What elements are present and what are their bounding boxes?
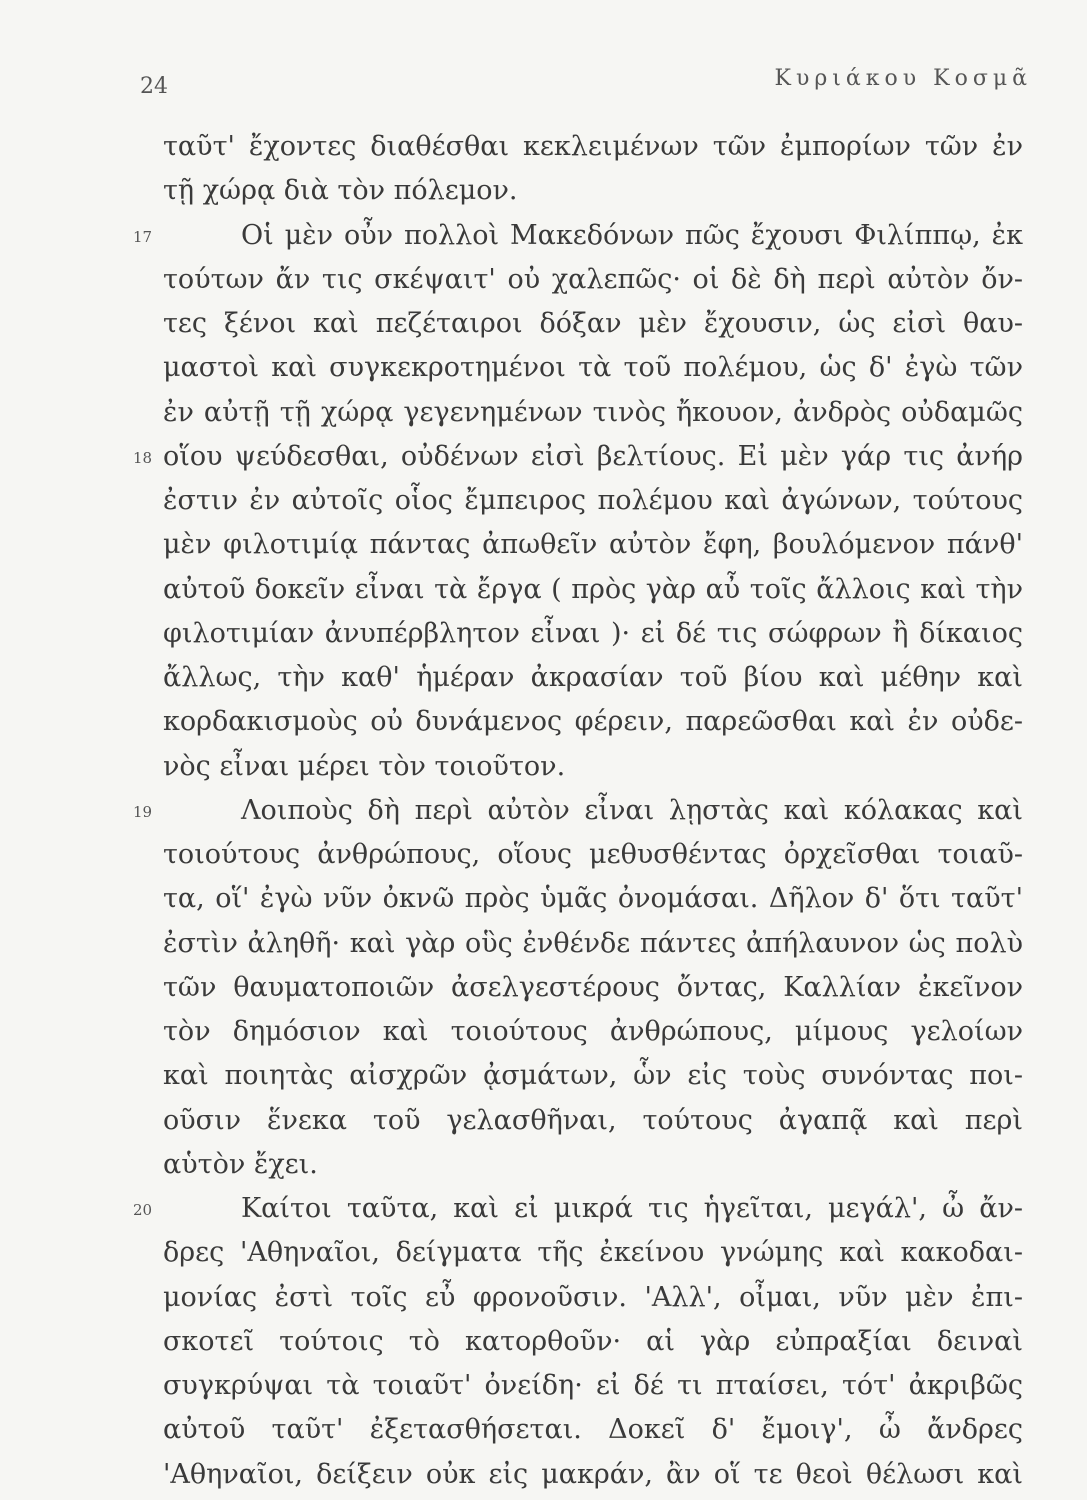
body-text — [133, 125, 1023, 1497]
section-number: 17 — [133, 227, 153, 246]
text-line — [163, 1453, 1023, 1497]
text-line — [163, 1276, 1023, 1320]
line-text: κορδακισμοὺς οὐ δυνάμενος φέρειν, παρεῶσθαι καὶ ἐν οὐδε- — [163, 706, 1023, 738]
line-text: τῇ χώρᾳ διὰ τὸν πόλεμον. — [163, 175, 518, 207]
line-text: ἄλλως, τὴν καθ' ἡμέραν ἀκρασίαν τοῦ βίου καὶ μέθην καὶ — [163, 662, 1023, 693]
line-text: Καίτοι ταῦτα, καὶ εἰ μικρά τις ἡγεῖται, μεγάλ', ὦ ἄν- — [241, 1193, 1023, 1224]
text-line — [133, 1187, 1023, 1231]
text-line — [133, 789, 1023, 833]
line-text: τὸν δημόσιον καὶ τοιούτους ἀνθρώπους, μίμους γελοίων — [163, 1016, 1023, 1047]
text-line — [163, 700, 1023, 744]
line-text: οἵου ψεύδεσθαι, οὐδένων εἰσὶ βελτίους. Εἰ μὲν γάρ τις ἀνήρ — [163, 440, 1023, 472]
text-line — [163, 833, 1023, 877]
text-line — [163, 1408, 1023, 1452]
line-text: αὐτοῦ δοκεῖν εἶναι τὰ ἔργα ( πρὸς γὰρ αὖ τοῖς ἄλλοις καὶ τὴν — [163, 573, 1023, 605]
line-text: Οἱ μὲν οὖν πολλοὶ Μακεδόνων πῶς ἔχουσι Φιλίππῳ, ἐκ — [241, 219, 1023, 251]
text-line — [163, 745, 1023, 789]
text-line — [163, 523, 1023, 567]
line-text: τούτων ἄν τις σκέψαιτ' οὐ χαλεπῶς· οἱ δὲ δὴ περὶ αὐτὸν ὄν- — [163, 263, 1023, 295]
text-line — [133, 214, 1023, 258]
line-text: σκοτεῖ τούτοις τὸ κατορθοῦν· αἱ γὰρ εὐπραξίαι δειναὶ — [163, 1325, 1023, 1357]
text-line — [163, 302, 1023, 346]
text-line — [163, 1143, 1023, 1187]
line-text: αὐτοῦ ταῦτ' ἐξετασθήσεται. Δοκεῖ δ' ἔμοιγ', ὦ ἄνδρες — [163, 1414, 1023, 1446]
text-line — [163, 125, 1023, 169]
line-text: οῦσιν ἕνεκα τοῦ γελασθῆναι, τούτους ἀγαπᾷ καὶ περὶ — [163, 1104, 1023, 1136]
text-line — [163, 568, 1023, 612]
text-line — [163, 391, 1023, 435]
line-text: ἐστιν ἐν αὐτοῖς οἷος ἔμπειρος πολέμου καὶ ἀγώνων, τούτους — [163, 485, 1023, 516]
section-number: 19 — [133, 802, 153, 821]
text-line — [163, 1364, 1023, 1408]
line-text: φιλοτιμίαν ἀνυπέρβλητον εἶναι )· εἰ δέ τις σώφρων ἢ δίκαιος — [163, 617, 1023, 649]
text-line — [163, 1231, 1023, 1275]
text-line — [163, 966, 1023, 1010]
line-text: τες ξένοι καὶ πεζέταιροι δόξαν μὲν ἔχουσιν, ὡς εἰσὶ θαυ- — [163, 308, 1023, 339]
line-text: καὶ ποιητὰς αἰσχρῶν ᾀσμάτων, ὧν εἰς τοὺς συνόντας ποι- — [163, 1060, 1023, 1092]
line-text: Λοιποὺς δὴ περὶ αὐτὸν εἶναι λῃστὰς καὶ κόλακας καὶ — [241, 794, 1023, 826]
line-text: δρες 'Αθηναῖοι, δείγματα τῆς ἐκείνου γνώμης καὶ κακοδαι- — [163, 1237, 1023, 1269]
line-text: τα, οἵ' ἐγὼ νῦν ὀκνῶ πρὸς ὑμᾶς ὀνομάσαι. Δῆλον δ' ὅτι ταῦτ' — [163, 883, 1023, 915]
text-line — [163, 612, 1023, 656]
line-text: ἐστὶν ἀληθῆ· καὶ γὰρ οὓς ἐνθένδε πάντες ἀπήλαυνον ὡς πολὺ — [163, 927, 1023, 959]
text-line — [163, 169, 1023, 213]
text-line — [163, 1054, 1023, 1098]
section-number: 20 — [133, 1201, 153, 1219]
line-text: τοιούτους ἀνθρώπους, οἵους μεθυσθέντας ὀρχεῖσθαι τοιαῦ- — [163, 839, 1023, 870]
line-text: νὸς εἶναι μέρει τὸν τοιοῦτον. — [163, 750, 566, 782]
line-text: τῶν θαυματοποιῶν ἀσελγεστέρους ὄντας, Καλλίαν ἐκεῖνον — [163, 971, 1023, 1003]
text-line — [133, 435, 1023, 479]
text-line — [163, 656, 1023, 700]
text-line — [163, 479, 1023, 523]
text-line — [163, 877, 1023, 921]
text-line — [163, 1010, 1023, 1054]
page-header — [140, 66, 1032, 106]
text-line — [163, 346, 1023, 390]
line-text: ἐν αὐτῇ τῇ χώρᾳ γεγενημένων τινὸς ἤκουον, ἀνδρὸς οὐδαμῶς — [163, 396, 1023, 428]
line-text: μὲν φιλοτιμίᾳ πάντας ἀπωθεῖν αὐτὸν ἔφη, βουλόμενον πάνθ' — [163, 529, 1023, 561]
section-number: 18 — [133, 448, 153, 467]
text-line — [163, 922, 1023, 966]
line-text: ταῦτ' ἔχοντες διαθέσθαι κεκλειμένων τῶν ἐμπορίων τῶν ἐν — [163, 131, 1023, 162]
text-line — [163, 1320, 1023, 1364]
line-text: 'Αθηναῖοι, δείξειν οὐκ εἰς μακράν, ἂν οἵ τε θεοὶ θέλωσι καὶ — [163, 1458, 1023, 1490]
line-text: μαστοὶ καὶ συγκεκροτημένοι τὰ τοῦ πολέμου, ὡς δ' ἐγὼ τῶν — [163, 352, 1023, 384]
line-text: μονίας ἐστὶ τοῖς εὖ φρονοῦσιν. 'Αλλ', οἶμαι, νῦν μὲν ἐπι- — [163, 1281, 1023, 1313]
line-text: συγκρύψαι τὰ τοιαῦτ' ὀνείδη· εἰ δέ τι πταίσει, τότ' ἀκριβῶς — [163, 1370, 1023, 1401]
text-line — [163, 258, 1023, 302]
running-head: Κυριάκου Κοσμᾶ — [774, 66, 1032, 91]
page-number: 24 — [140, 74, 168, 99]
text-line — [163, 1099, 1023, 1143]
line-text: αὑτὸν ἔχει. — [163, 1148, 318, 1180]
